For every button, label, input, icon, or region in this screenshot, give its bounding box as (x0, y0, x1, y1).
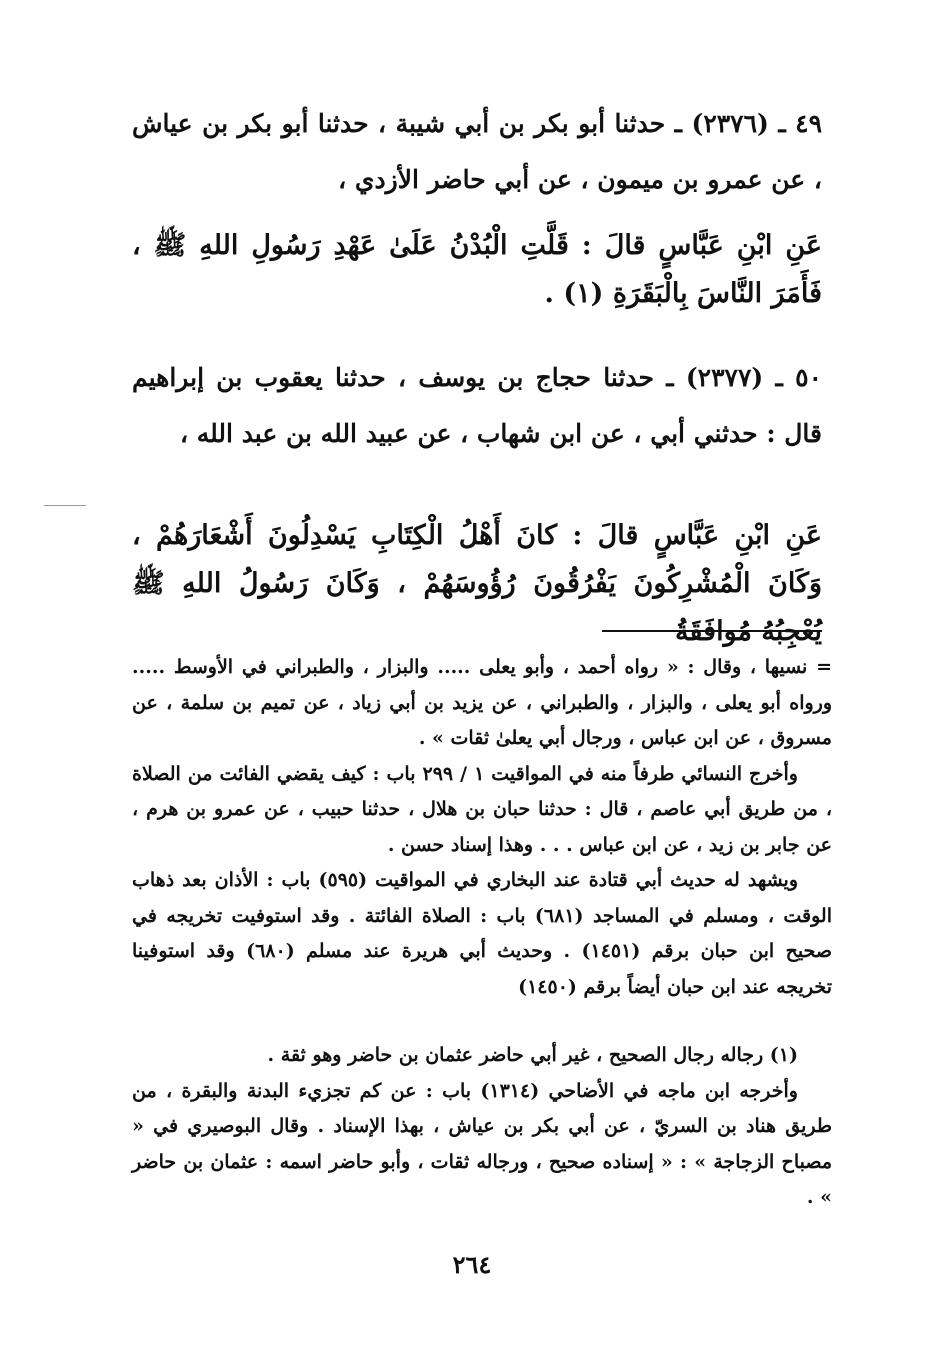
footnotes-numbered (132, 1038, 832, 1216)
scan-artifact-line (44, 505, 86, 506)
footnote-paragraph: ويشهد له حديث أبي قتادة عند البخاري في المواقيت (٥٩٥) باب : الأذان بعد ذهاب الوقت ، ومسلم في المساجد (٦٨١) باب : الصلاة الفائتة . وقد استوفيت تخريجه في صحيح ابن حبان برقم (١٤٥١) . وحديث أبي هريرة عند مسلم (٦٨٠) وقد استوفينا تخريجه عند ابن حبان أيضاً برقم (١٤٥٠) (132, 869, 832, 998)
hadith-49-isnad: ٤٩ ـ (٢٣٧٦) ـ حدثنا أبو بكر بن أبي شيبة ، حدثنا أبو بكر بن عياش ، عن عمرو بن ميمون ، عن أبي حاضر الأزدي ، (132, 109, 822, 194)
footnote-separator (602, 630, 822, 632)
hadith-50-isnad: ٥٠ ـ (٢٣٧٧) ـ حدثنا حجاج بن يوسف ، حدثنا يعقوب بن إبراهيم قال : حدثني أبي ، عن ابن شهاب ، عن عبيد الله بن عبد الله ، (132, 363, 822, 448)
hadith-49-matn: عَنِ ابْنِ عَبَّاسٍ قالَ : قَلَّتِ الْبُدْنُ عَلَىٰ عَهْدِ رَسُولِ اللهِ ﷺ ، فَأَمَرَ النَّاسَ بِالْبَقَرَةِ (١) . (132, 230, 822, 309)
footnote-1: (١) رجاله رجال الصحيح ، غير أبي حاضر عثمان بن حاضر وهو ثقة . (267, 1044, 798, 1066)
footnote-paragraph: وأخرج النسائي طرفاً منه في المواقيت ١ / ٢٩٩ باب : كيف يقضي الفائت من الصلاة ، من طريق أبي عاصم ، قال : حدثنا حبان بن هلال ، حدثنا حبيب ، عن عمرو بن هرم ، عن جابر بن زيد ، عن ابن عباس . . . وهذا إسناد حسن . (132, 762, 832, 856)
page-number: ٢٦٤ (452, 1250, 492, 1279)
footnote-paragraph: وأخرجه ابن ماجه في الأضاحي (١٣١٤) باب : عن كم تجزيء البدنة والبقرة ، من طريق هناد بن السريّ ، عن أبي بكر بن عياش ، بهذا الإسناد . وقال البوصيري في « مصباح الزجاجة » : « إسناده صحيح ، ورجاله ثقات ، وأبو حاضر اسمه : عثمان بن حاضر » . (132, 1079, 832, 1208)
footnotes-continued (132, 650, 832, 1005)
hadith-50-matn: عَنِ ابْنِ عَبَّاسٍ قالَ : كانَ أَهْلُ الْكِتَابِ يَسْدِلُونَ أَشْعَارَهُمْ ، وَكَانَ الْمُشْرِكُونَ يَفْرُقُونَ رُؤُوسَهُمْ ، وَكَانَ رَسُولُ اللهِ ﷺ يُعْجِبُهُ مُوافَقَةُ (132, 520, 822, 647)
footnote-paragraph: = نسيها ، وقال : « رواه أحمد ، وأبو يعلى ..... والبزار ، والطبراني في الأوسط ..... ورواه أبو يعلى ، والبزار ، والطبراني ، عن يزيد بن أبي زياد ، عن تميم بن سلمة ، عن مسروق ، عن ابن عباس ، ورجال أبي يعلىٰ ثقات » . (132, 656, 832, 749)
